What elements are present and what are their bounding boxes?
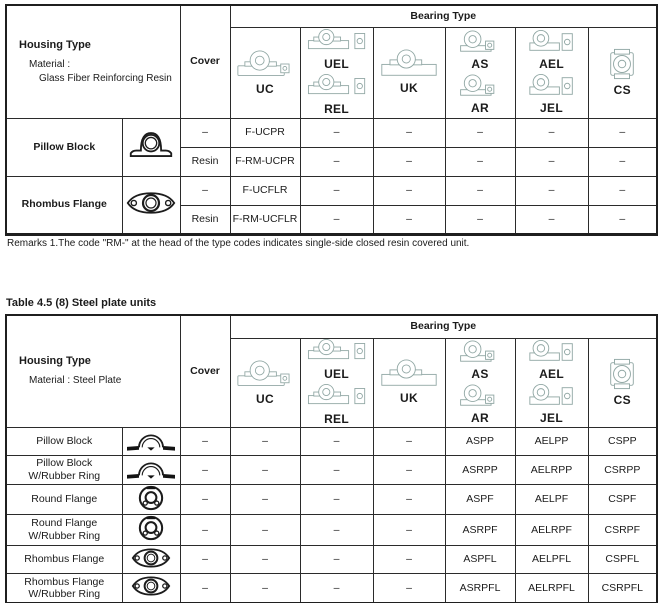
value-cell: –	[300, 118, 373, 147]
cover-cell: –	[180, 427, 230, 456]
housing-line1: Round Flange	[31, 517, 98, 530]
value-cell: AELPP	[515, 427, 588, 456]
table2-title: Table 4.5 (8) Steel plate units	[6, 297, 157, 309]
value-cell: AELRPF	[515, 515, 588, 546]
column-label-uel: UEL	[324, 366, 349, 381]
value-cell: CSPF	[588, 484, 657, 515]
round-flange-icon-cell	[122, 515, 180, 546]
housing-line1: Pillow Block	[36, 435, 93, 447]
housing-label	[6, 545, 122, 574]
value-cell: F-RM-UCFLR	[230, 205, 300, 234]
value-cell: –	[230, 456, 300, 485]
column-label-ael: AEL	[539, 366, 564, 381]
housing-line2: W/Rubber Ring	[28, 469, 101, 482]
column-label-uk: UK	[400, 81, 418, 96]
ar-bearing-insert-icon	[458, 384, 502, 408]
value-cell: AELPF	[515, 484, 588, 515]
column-label-uc: UC	[256, 391, 274, 406]
value-cell: ASRPP	[445, 456, 515, 485]
uel-bearing-unit-icon	[306, 339, 368, 364]
column-header-uc	[230, 27, 300, 118]
value-cell: –	[588, 118, 657, 147]
value-cell: –	[230, 545, 300, 574]
value-cell: ASPFL	[445, 545, 515, 574]
housing-line1: Round Flange	[31, 493, 98, 506]
column-header-ael-jel	[515, 27, 588, 118]
value-cell: –	[373, 456, 445, 485]
cover-cell: –	[180, 118, 230, 147]
value-cell: –	[588, 147, 657, 176]
column-label-ar: AR	[471, 101, 489, 115]
value-cell: ASRPFL	[445, 574, 515, 603]
value-cell: –	[373, 205, 445, 234]
uc-bearing-unit-icon	[237, 49, 293, 79]
ar-bearing-insert-icon	[458, 74, 502, 98]
cover-header: Cover	[180, 5, 230, 118]
value-cell: CSRPF	[588, 515, 657, 546]
cover-cell: –	[180, 484, 230, 515]
value-cell: –	[588, 205, 657, 234]
steel-rhombus-flange-icon	[131, 574, 171, 598]
value-cell: –	[300, 427, 373, 456]
value-cell: –	[230, 427, 300, 456]
value-cell: –	[445, 176, 515, 205]
column-header-uel-rel	[300, 338, 373, 427]
housing-type-label: Housing Type	[19, 38, 91, 51]
steel-plate-units-table	[5, 314, 658, 603]
material-label: Material :	[29, 58, 71, 70]
housing-line1: Rhombus Flange	[24, 553, 105, 566]
column-header-uel-rel	[300, 27, 373, 118]
column-header-as-ar	[445, 27, 515, 118]
material-value: Glass Fiber Reinforcing Resin	[39, 72, 172, 84]
cover-cell: –	[180, 515, 230, 546]
as-bearing-insert-icon	[458, 30, 502, 54]
housing-line2: W/Rubber Ring	[28, 588, 101, 601]
column-label-cs: CS	[613, 392, 631, 407]
value-cell: –	[373, 427, 445, 456]
steel-pillow-block-icon-cell	[122, 456, 180, 485]
rhombus-flange-housing-icon-cell	[122, 176, 180, 234]
value-cell: –	[300, 515, 373, 546]
column-header-ael-jel	[515, 338, 588, 427]
value-cell: –	[300, 545, 373, 574]
value-cell: –	[373, 515, 445, 546]
housing-line2: W/Rubber Ring	[28, 530, 101, 543]
value-cell: ASPF	[445, 484, 515, 515]
steel-rhombus-flange-icon-cell	[122, 574, 180, 603]
column-label-jel: JEL	[540, 101, 563, 115]
value-cell: –	[373, 176, 445, 205]
value-cell: –	[515, 118, 588, 147]
cs-cartridge-unit-icon	[605, 48, 639, 80]
value-cell: –	[515, 147, 588, 176]
cover-cell: Resin	[180, 147, 230, 176]
rhombus-flange-housing-icon	[125, 189, 177, 217]
rel-bearing-unit-icon	[306, 74, 368, 99]
column-header-uc	[230, 338, 300, 427]
steel-pillow-block-icon	[126, 428, 176, 452]
column-label-ael: AEL	[539, 56, 564, 71]
uel-bearing-unit-icon	[306, 29, 368, 54]
pillow-block-housing-icon	[128, 131, 174, 159]
housing-label	[6, 574, 122, 603]
cover-cell: –	[180, 574, 230, 603]
value-cell: ASRPF	[445, 515, 515, 546]
value-cell: AELRPFL	[515, 574, 588, 603]
cover-cell: –	[180, 176, 230, 205]
resin-units-table	[5, 4, 658, 236]
column-label-as: AS	[471, 366, 489, 381]
column-label-uc: UC	[256, 81, 274, 96]
value-cell: –	[300, 484, 373, 515]
housing-label	[6, 456, 122, 485]
value-cell: –	[300, 574, 373, 603]
value-cell: –	[445, 205, 515, 234]
value-cell: –	[373, 118, 445, 147]
uk-bearing-unit-icon	[380, 359, 438, 388]
column-header-uk	[373, 338, 445, 427]
value-cell: –	[300, 176, 373, 205]
housing-label	[6, 484, 122, 515]
housing-line1: Rhombus Flange	[24, 575, 105, 588]
value-cell: CSPFL	[588, 545, 657, 574]
housing-label	[6, 515, 122, 546]
housing-label	[6, 427, 122, 456]
round-flange-icon	[138, 515, 164, 541]
housing-type-header-cell	[6, 315, 180, 427]
rel-bearing-unit-icon	[306, 384, 368, 409]
housing-type-label: Housing Type	[19, 355, 91, 368]
value-cell: –	[230, 515, 300, 546]
value-cell: CSRPP	[588, 456, 657, 485]
column-label-jel: JEL	[540, 411, 563, 425]
column-label-rel: REL	[324, 412, 349, 426]
steel-rhombus-flange-icon-cell	[122, 545, 180, 574]
value-cell: –	[515, 176, 588, 205]
value-cell: –	[515, 205, 588, 234]
jel-bearing-insert-icon	[527, 384, 577, 408]
uc-bearing-unit-icon	[237, 359, 293, 389]
column-label-uk: UK	[400, 391, 418, 406]
ael-bearing-insert-icon	[527, 30, 577, 54]
round-flange-icon-cell	[122, 484, 180, 515]
bearing-type-header: Bearing Type	[230, 5, 657, 27]
value-cell: –	[373, 545, 445, 574]
value-cell: –	[230, 574, 300, 603]
steel-pillow-block-icon	[126, 456, 176, 480]
value-cell: AELRPP	[515, 456, 588, 485]
value-cell: –	[300, 147, 373, 176]
value-cell: –	[300, 456, 373, 485]
steel-rhombus-flange-icon	[131, 546, 171, 570]
value-cell: –	[373, 147, 445, 176]
column-label-cs: CS	[613, 82, 631, 97]
column-label-rel: REL	[324, 102, 349, 116]
value-cell: –	[300, 205, 373, 234]
value-cell: –	[230, 484, 300, 515]
column-header-cs	[588, 338, 657, 427]
value-cell: –	[445, 147, 515, 176]
value-cell: CSRPFL	[588, 574, 657, 603]
value-cell: CSPP	[588, 427, 657, 456]
uk-bearing-unit-icon	[380, 49, 438, 78]
value-cell: F-RM-UCPR	[230, 147, 300, 176]
housing-line1: Pillow Block	[36, 457, 93, 470]
column-label-uel: UEL	[324, 56, 349, 71]
material-label: Material : Steel Plate	[29, 375, 122, 387]
pillow-block-housing-icon-cell	[122, 118, 180, 176]
column-header-cs	[588, 27, 657, 118]
cs-cartridge-unit-icon	[605, 358, 639, 390]
column-header-uk	[373, 27, 445, 118]
value-cell: AELPFL	[515, 545, 588, 574]
as-bearing-insert-icon	[458, 340, 502, 364]
housing-label-rhombus-flange: Rhombus Flange	[6, 176, 122, 234]
steel-pillow-block-icon-cell	[122, 427, 180, 456]
value-cell: ASPP	[445, 427, 515, 456]
housing-label-pillow-block: Pillow Block	[6, 118, 122, 176]
value-cell: –	[445, 118, 515, 147]
value-cell: –	[373, 574, 445, 603]
column-label-as: AS	[471, 56, 489, 71]
cover-cell: –	[180, 456, 230, 485]
cover-header: Cover	[180, 315, 230, 427]
column-label-ar: AR	[471, 411, 489, 425]
value-cell: F-UCFLR	[230, 176, 300, 205]
value-cell: –	[588, 176, 657, 205]
remarks-note: Remarks 1.The code "RM-" at the head of the type codes indicates single-side closed resin covered unit.	[7, 238, 470, 249]
bearing-type-header: Bearing Type	[230, 315, 657, 338]
ael-bearing-insert-icon	[527, 340, 577, 364]
cover-cell: –	[180, 545, 230, 574]
round-flange-icon	[138, 485, 164, 511]
column-header-as-ar	[445, 338, 515, 427]
value-cell: –	[373, 484, 445, 515]
cover-cell: Resin	[180, 205, 230, 234]
housing-type-header-cell	[6, 5, 180, 118]
value-cell: F-UCPR	[230, 118, 300, 147]
jel-bearing-insert-icon	[527, 74, 577, 98]
